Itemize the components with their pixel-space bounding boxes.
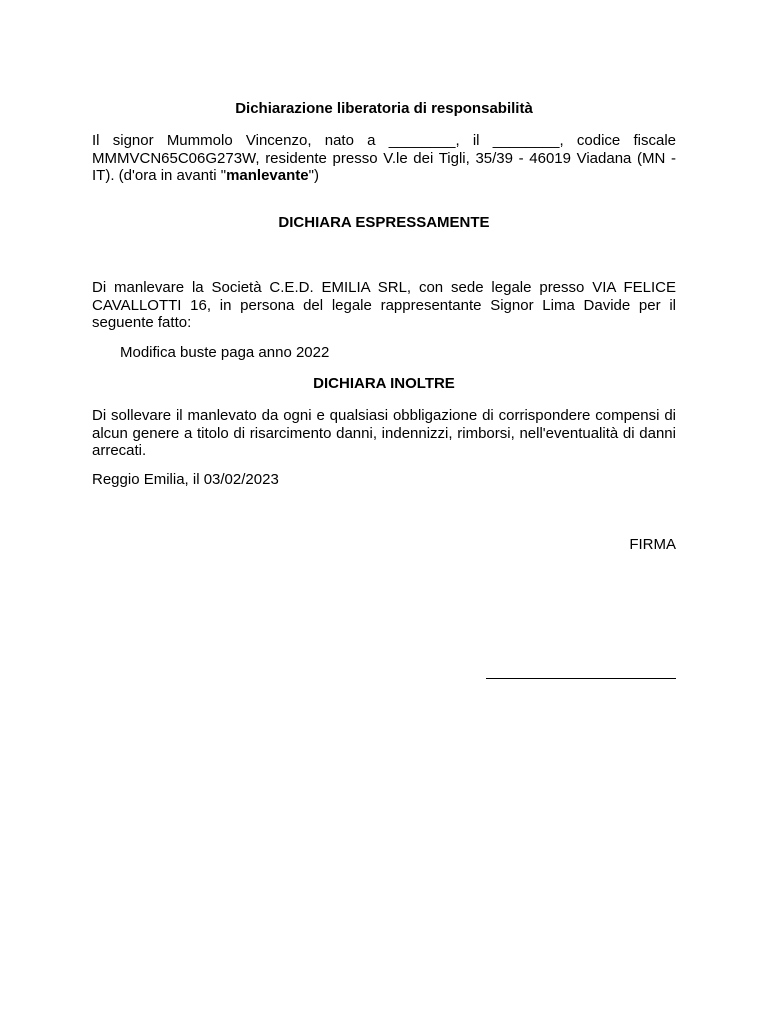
- heading-dichiara-espressamente: DICHIARA ESPRESSAMENTE: [278, 214, 490, 231]
- fact-item: Modifica buste paga anno 2022: [120, 344, 330, 361]
- intro-end: "): [308, 167, 319, 184]
- document-title: Dichiarazione liberatoria di responsabilità: [235, 100, 533, 117]
- heading-dichiara-inoltre: DICHIARA INOLTRE: [313, 375, 455, 392]
- place-date: Reggio Emilia, il 03/02/2023: [92, 471, 279, 488]
- signature-line: [486, 678, 676, 679]
- intro-text: Il signor Mummolo Vincenzo, nato a ________, il ________, codice fiscale MMMVCN65C06G273W, residente presso V.le dei Tigli, 35/39 - 46019 Viadana (MN - IT). (d'ora in avanti ": [92, 132, 676, 184]
- signature-label: FIRMA: [629, 536, 676, 553]
- intro-paragraph: [92, 132, 676, 185]
- sollevamento-paragraph: Di sollevare il manlevato da ogni e qualsiasi obbligazione di corrispondere compensi di alcun genere a titolo di risarcimento danni, indennizzi, rimborsi, nell'eventualità di danni arrecati.: [92, 407, 676, 459]
- manleva-paragraph: Di manlevare la Società C.E.D. EMILIA SRL, con sede legale presso VIA FELICE CAVALLOTTI 16, in persona del legale rappresentante Signor Lima Davide per il seguente fatto:: [92, 279, 676, 331]
- intro-bold-term: manlevante: [226, 167, 309, 184]
